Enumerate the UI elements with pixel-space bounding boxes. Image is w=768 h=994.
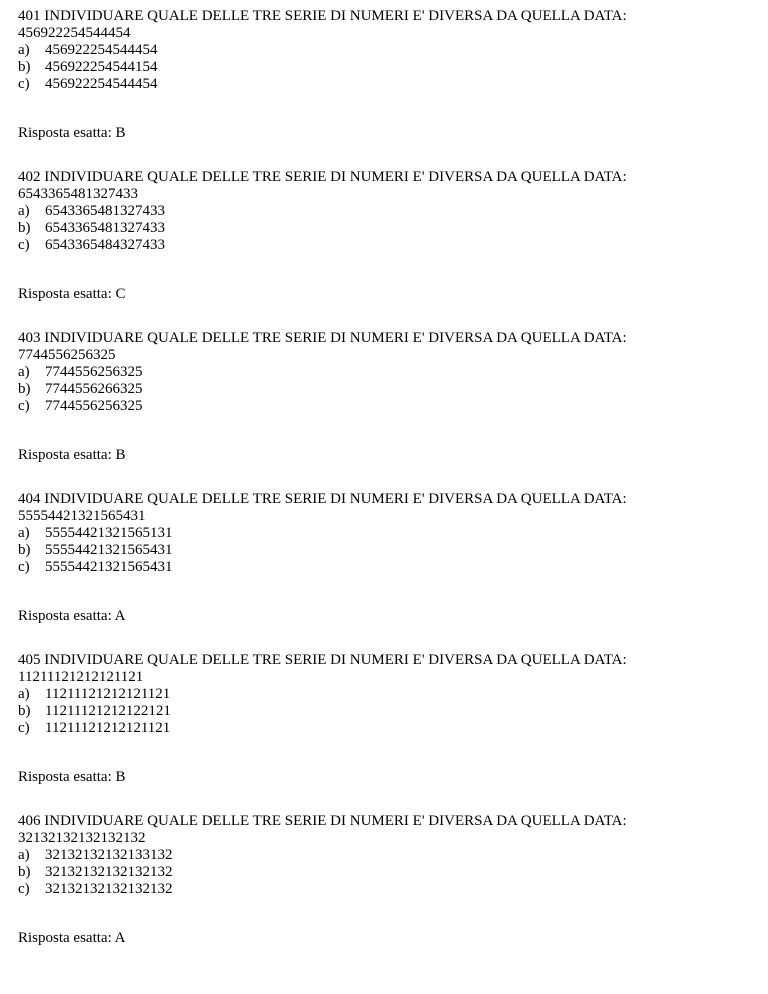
question-block — [18, 652, 758, 786]
option-letter: c) — [18, 720, 30, 736]
given-number-series: 6543365481327433 — [18, 186, 138, 202]
question-block — [18, 813, 758, 947]
option-value: 6543365481327433 — [45, 220, 165, 236]
option-letter: b) — [18, 542, 31, 558]
correct-answer: Risposta esatta: B — [18, 447, 126, 463]
option-c — [18, 237, 758, 254]
option-c — [18, 559, 758, 576]
option-value: 55554421321565131 — [45, 525, 173, 541]
option-letter: a) — [18, 42, 30, 58]
option-value: 11211121212121121 — [45, 686, 171, 702]
option-c — [18, 881, 758, 898]
question-heading: 401 INDIVIDUARE QUALE DELLE TRE SERIE DI NUMERI E' DIVERSA DA QUELLA DATA: — [18, 8, 627, 24]
option-a — [18, 847, 758, 864]
option-value: 456922254544454 — [45, 42, 158, 58]
given-number-series: 32132132132132132 — [18, 830, 146, 846]
question-heading: 406 INDIVIDUARE QUALE DELLE TRE SERIE DI NUMERI E' DIVERSA DA QUELLA DATA: — [18, 813, 627, 829]
correct-answer: Risposta esatta: B — [18, 125, 126, 141]
option-value: 456922254544154 — [45, 59, 158, 75]
option-letter: c) — [18, 76, 30, 92]
option-a — [18, 203, 758, 220]
option-value: 32132132132132132 — [45, 864, 173, 880]
question-block — [18, 169, 758, 303]
question-block — [18, 330, 758, 464]
option-value: 7744556256325 — [45, 398, 143, 414]
option-b — [18, 381, 758, 398]
option-a — [18, 42, 758, 59]
given-number-series: 55554421321565431 — [18, 508, 146, 524]
option-value: 32132132132132132 — [45, 881, 173, 897]
option-c — [18, 76, 758, 93]
option-letter: b) — [18, 703, 31, 719]
option-letter: b) — [18, 59, 31, 75]
option-value: 6543365481327433 — [45, 203, 165, 219]
option-letter: a) — [18, 364, 30, 380]
option-value: 32132132132133132 — [45, 847, 173, 863]
option-b — [18, 703, 758, 720]
option-value: 55554421321565431 — [45, 542, 173, 558]
option-value: 456922254544454 — [45, 76, 158, 92]
option-letter: a) — [18, 203, 30, 219]
option-c — [18, 720, 758, 737]
option-value: 7744556256325 — [45, 364, 143, 380]
option-value: 6543365484327433 — [45, 237, 165, 253]
option-letter: a) — [18, 525, 30, 541]
option-letter: b) — [18, 381, 31, 397]
question-block — [18, 8, 758, 142]
option-a — [18, 686, 758, 703]
option-value: 7744556266325 — [45, 381, 143, 397]
option-letter: c) — [18, 881, 30, 897]
correct-answer: Risposta esatta: B — [18, 769, 126, 785]
option-value: 11211121212122121 — [45, 703, 171, 719]
option-letter: a) — [18, 686, 30, 702]
option-value: 55554421321565431 — [45, 559, 173, 575]
option-b — [18, 220, 758, 237]
option-a — [18, 364, 758, 381]
option-letter: b) — [18, 220, 31, 236]
option-letter: a) — [18, 847, 30, 863]
question-heading: 404 INDIVIDUARE QUALE DELLE TRE SERIE DI NUMERI E' DIVERSA DA QUELLA DATA: — [18, 491, 627, 507]
option-letter: c) — [18, 559, 30, 575]
given-number-series: 11211121212121121 — [18, 669, 144, 685]
option-b — [18, 542, 758, 559]
option-letter: c) — [18, 237, 30, 253]
question-heading: 403 INDIVIDUARE QUALE DELLE TRE SERIE DI NUMERI E' DIVERSA DA QUELLA DATA: — [18, 330, 627, 346]
option-a — [18, 525, 758, 542]
option-letter: c) — [18, 398, 30, 414]
correct-answer: Risposta esatta: C — [18, 286, 126, 302]
option-value: 11211121212121121 — [45, 720, 171, 736]
option-c — [18, 398, 758, 415]
option-letter: b) — [18, 864, 31, 880]
correct-answer: Risposta esatta: A — [18, 930, 126, 946]
correct-answer: Risposta esatta: A — [18, 608, 126, 624]
question-block — [18, 491, 758, 625]
given-number-series: 7744556256325 — [18, 347, 116, 363]
given-number-series: 456922254544454 — [18, 25, 131, 41]
question-heading: 402 INDIVIDUARE QUALE DELLE TRE SERIE DI NUMERI E' DIVERSA DA QUELLA DATA: — [18, 169, 627, 185]
option-b — [18, 59, 758, 76]
question-heading: 405 INDIVIDUARE QUALE DELLE TRE SERIE DI NUMERI E' DIVERSA DA QUELLA DATA: — [18, 652, 627, 668]
option-b — [18, 864, 758, 881]
